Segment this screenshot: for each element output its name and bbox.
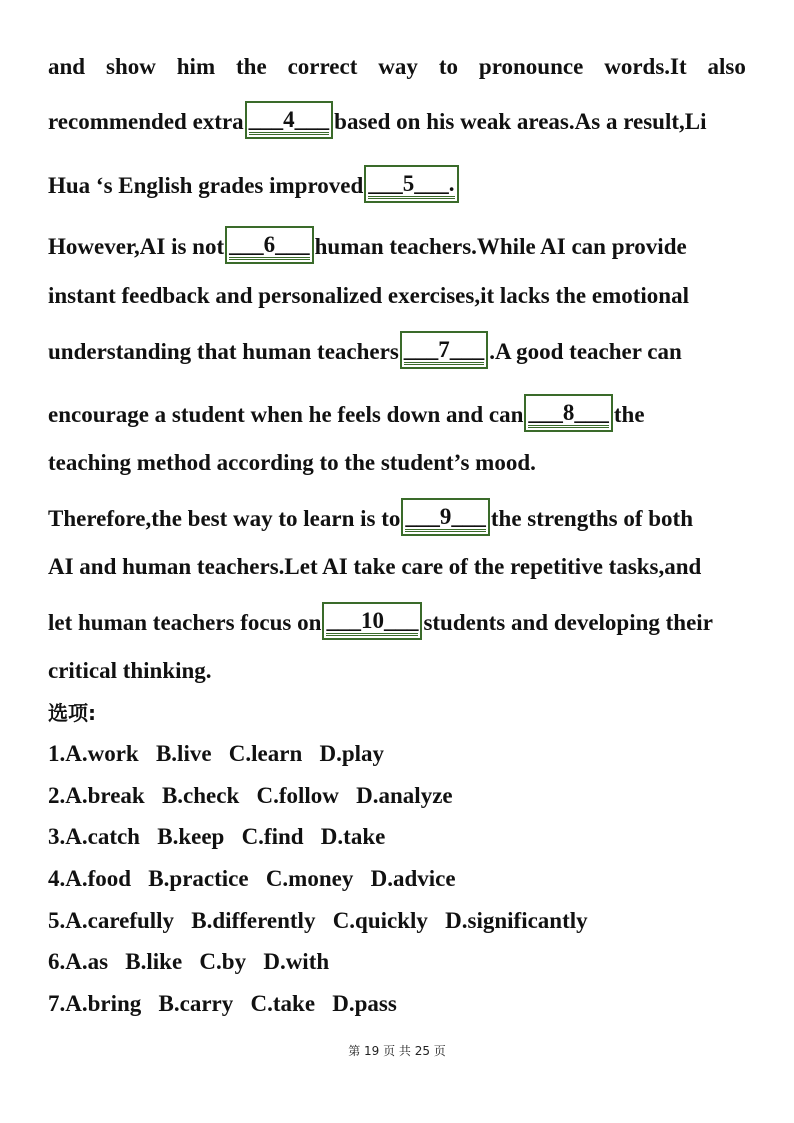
word: way [378, 54, 418, 79]
passage-line-11 [48, 604, 746, 642]
option-row-5: 5.A.carefully B.differently C.quickly D.significantly [48, 908, 588, 933]
text-run: instant feedback and personalized exercises,it lacks the emotional [48, 283, 689, 308]
text-run: recommended extra [48, 109, 244, 134]
passage-line-10 [48, 552, 746, 582]
blank-10[interactable] [322, 602, 422, 640]
word: and [48, 54, 86, 79]
word: also [707, 54, 746, 79]
passage-line-2 [48, 103, 746, 141]
option-row-3: 3.A.catch B.keep C.find D.take [48, 824, 386, 849]
text-run: .A good teacher can [489, 339, 682, 364]
blank-label: ___10___ [326, 608, 418, 636]
blank-8[interactable] [524, 394, 613, 432]
passage-line-3 [48, 167, 746, 205]
text-run: the [613, 402, 645, 427]
text-run: based on his weak areas.As a result,Li [334, 109, 707, 134]
passage-line-9 [48, 500, 746, 538]
passage-line-5 [48, 281, 746, 311]
text-run: critical thinking. [48, 658, 212, 683]
blank-6[interactable] [225, 226, 314, 264]
word: him [176, 54, 216, 79]
text-run: the strengths of both [490, 506, 694, 531]
text-run: let human teachers focus on [48, 610, 322, 635]
blank-label: ___9___ [405, 504, 486, 532]
blank-5[interactable] [364, 165, 458, 203]
text-run: students and developing their [423, 610, 713, 635]
text-run: encourage a student when he feels down and can [48, 402, 524, 427]
passage-line-1 [48, 52, 746, 82]
passage-line-12 [48, 656, 746, 686]
option-row-2: 2.A.break B.check C.follow D.analyze [48, 783, 453, 808]
word: the [236, 54, 267, 79]
passage-line-4 [48, 228, 746, 266]
passage-line-8 [48, 448, 746, 478]
blank-label: ___6___ [229, 232, 310, 260]
passage-line-7 [48, 396, 746, 434]
blank-label: ___8___ [528, 400, 609, 428]
word: words.It [604, 54, 687, 79]
blank-label: ___4___ [249, 107, 330, 135]
text-run: However,AI is not [48, 234, 225, 259]
word: show [106, 54, 156, 79]
text-run: Therefore,the best way to learn is to [48, 506, 401, 531]
text-run: AI and human teachers.Let AI take care of the repetitive tasks,and [48, 554, 702, 579]
blank-label: ___5___. [368, 171, 454, 199]
text-run: understanding that human teachers [48, 339, 399, 364]
option-row-7: 7.A.bring B.carry C.take D.pass [48, 991, 397, 1016]
word: to [438, 54, 458, 79]
options-heading: 选项: [48, 701, 96, 725]
option-row-6: 6.A.as B.like C.by D.with [48, 949, 330, 974]
page-footer: 第 19 页 共 25 页 [348, 1044, 446, 1058]
word: correct [287, 54, 358, 79]
option-row-4: 4.A.food B.practice C.money D.advice [48, 866, 456, 891]
blank-label: ___7___ [404, 337, 485, 365]
blank-7[interactable] [400, 331, 489, 369]
text-run: teaching method according to the student’s mood. [48, 450, 536, 475]
text-run: Hua ‘s English grades improved [48, 173, 364, 198]
blank-9[interactable] [401, 498, 490, 536]
word: pronounce [478, 54, 584, 79]
text-run: human teachers.While AI can provide [314, 234, 687, 259]
blank-4[interactable] [245, 101, 334, 139]
passage-line-6 [48, 333, 746, 371]
option-row-1: 1.A.work B.live C.learn D.play [48, 741, 385, 766]
